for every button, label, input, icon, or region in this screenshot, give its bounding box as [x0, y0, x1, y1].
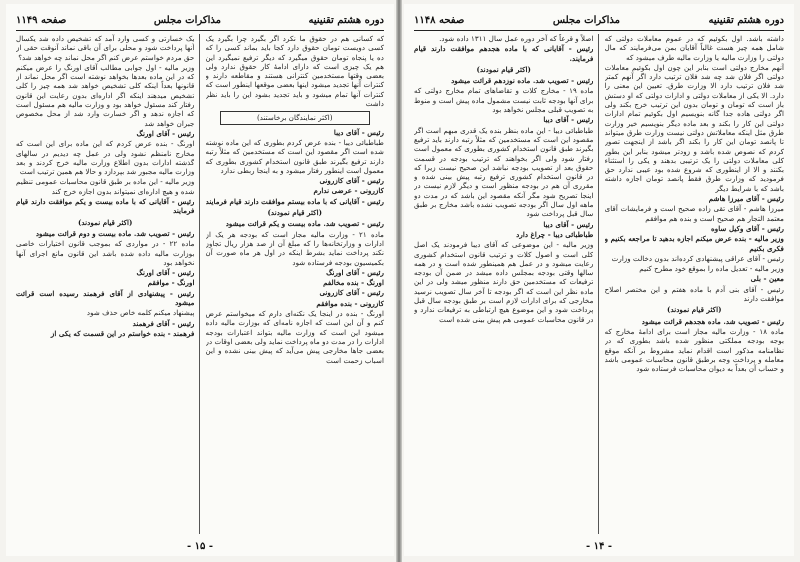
- paragraph: پیشنهاد میکنم کلمه خاص حذف شود: [86, 308, 195, 318]
- paragraph: میرزا هاشم - آقای تقی زاده صحیح است و فرمایشات آقای معتمد التجار هم صحیح است و بنده هم موافقم: [604, 204, 784, 223]
- book-gutter: [396, 0, 402, 562]
- left-header-session: دوره هشتم تقنینیه: [308, 14, 384, 26]
- left-page-left-column: [16, 34, 194, 534]
- paragraph: معین - بلی: [750, 274, 784, 284]
- paragraph: اورنگ - بنده عرض کردم که این ماده برای این است که مخارج نامنظم نشود ولی در عمل چه دیدیم در سالهای گذشته ادارات بدون اطلاع وزارت مالیه خرج کردند و بعد وزارت مالیه مجبور شد بپردازد و حالا هم همین ترتیب است: [16, 139, 195, 177]
- paragraph: رئیس - آقای اورنگ: [326, 267, 384, 277]
- right-header-title: مذاکرات مجلس: [552, 14, 621, 26]
- right-page-left-column: [414, 34, 593, 534]
- right-header-session: دوره هشتم تقنینیه: [708, 14, 784, 26]
- paragraph: رئیس - تصویب شد. ماده بیست و دوم قرائت میشود: [35, 228, 195, 238]
- right-header-page-label: صفحه ۱۱۴۸: [414, 14, 465, 26]
- paragraph: رئیس - آقایانی که با ماده بیستم موافقت دارند قیام فرمایند: [205, 196, 384, 206]
- paragraph: وزیر مالیه - تعدیل ماده را بموقع خود مطرح کنیم: [639, 264, 784, 274]
- paragraph: رئیس - آقای دیبا: [333, 127, 384, 137]
- paragraph: اورنگ - موافقم: [147, 278, 195, 288]
- left-header-page-label: صفحه ۱۱۴۹: [16, 14, 67, 26]
- paragraph: داشته باشد. اول بکوئیم که در عموم معاملات دولتی که شامل همه چیز هست غالباً آقایان بمن می‌فرمایند که مال دولتی را وزارت مالیه یا وزارت مالیه طرف میشود که: [604, 34, 784, 62]
- left-page-header: [16, 10, 384, 31]
- paragraph: رئیس - آقای کازرونی: [319, 288, 384, 298]
- right-page-folio: - ۱۴ -: [585, 541, 612, 552]
- paragraph: (اکثر قیام نمودند): [476, 64, 531, 74]
- paragraph: کازرونی - عرضی ندارم: [313, 186, 384, 196]
- paragraph: رئیس - آقای عراقی پیشنهادی کرده‌اند بدون دخالت وزارت: [611, 253, 784, 263]
- right-page-right-column: [605, 34, 784, 534]
- left-page: [6, 4, 394, 556]
- paragraph: رئیس - آقای اورنگ: [136, 128, 195, 138]
- paragraph: رئیس - تصویب شد. ماده هجدهم قرائت میشود: [641, 316, 784, 326]
- paragraph: اصلاً و قرعاً که آخر دوره عمل سال ۱۳۱۱ داده شود.: [439, 34, 594, 43]
- paragraph: وزیر مالیه - این ماده بر طبق قانون محاسبات عمومی تنظیم شده و هیچ اداره‌ای نمیتواند بدون اجازه خرج کند: [16, 177, 195, 196]
- paragraph: رئیس - آقای میرزا هاشم: [708, 194, 784, 204]
- paragraph: کازرونی - بنده موافقم: [316, 298, 384, 308]
- right-page: [404, 4, 794, 556]
- paragraph: وزیر مالیه - این موضوعی که آقای دیبا فرمودند یک اصل کلی است و اصول کلات و ترتیب قانون استخدام کشوری رعایت میشود و در عمل هم همینطور شده است و در همه سالها وقتی بودجه بمجلس داده میشد در ضمن آن بودجه ترفیعات که مستخدمین حق دارند منظور میشد ولی در این ماده نظر این است که اگر بودجه تا آخر سال تصویب نرسید مخارجی که برای ادارات لازم است بر طبق بودجه سال قبل پرداخت شود و این موضوع هیچ ارتباطی به ترفیعات ندارد و در قانون محاسبات عمومی هم پیش بینی شده است: [414, 240, 594, 324]
- paragraph: طباطبائی دیبا - چراغ دارد: [516, 229, 594, 239]
- paragraph: رئیس - آقای وکیل ساوه: [711, 223, 784, 233]
- paragraph: اورنگ - بنده مخالفم: [323, 278, 384, 288]
- left-header-title: مذاکرات مجلس: [153, 14, 222, 26]
- paragraph: (اکثر قیام نمودند): [267, 208, 322, 218]
- paragraph: رئیس - تصویب شد. ماده بیست و یکم قرائت میشود: [225, 219, 384, 229]
- left-page-folio: - ۱۵ -: [186, 541, 213, 552]
- paragraph: آنهم مخارج دولتی است بنابر این چون اول بکوئیم معاملات دولتی اگر فلان شد چه شد فلان ترتیب دارد اگر آنهم کمتر شد فلان ترتیب دارد الا وزارت طرق. تعیین این معنی را دارد. الا یکی از معاملات دولتی و ادارات دولتی که او دستش باز است که تومان و تومان بدون این ترتیب خرج بکند ولی اگر دولتی هاده جدا گانه بنویسیم اول بکوئیم تمام ادارات دولتی این کار را بکند و بعد ماده دیگر بنویسیم خیر وزارت طرق مثل اینکه معاملاتش دولتی نیست وزارت طرق میتواند تا پانصد تومان این کار را بکند اگر باشد از اینجهت تصور کردم که نصوص شده باشد و زودتر میشود بنابر این بطور کلی معاملات دولتی را یک ترتیبی بدهند و یکی را استثناء بکنند و الا از اینطوری که شروع شده بود عیبی ندارد حق فرمودید که وزارت طرق فقط پانصد تومان اجازه داشته باشد که با شرایط دیگر: [604, 62, 784, 193]
- paragraph: یک خسارتی و کسی وارد آمد که تشخیص داده شد یکسال آنها پرداخت شود و محلی برای آن باقی نماند آنوقت حقی از حق مردم خواستم عرض کنم اگر محل نماند چه خواهد شد؟: [16, 34, 195, 62]
- right-page-body: [414, 34, 784, 534]
- paragraph: (اکثر قیام نمودند): [78, 217, 133, 227]
- paragraph: رئیس - آقای فرهمند: [132, 318, 195, 328]
- paragraph: رئیس - آقای دیبا: [543, 115, 594, 125]
- paragraph: رئیس - آقایانی که با ماده بیست و یکم موافقت دارند قیام فرمایند: [16, 197, 195, 216]
- right-page-header: [414, 10, 784, 31]
- paragraph: وزیر مالیه - اول جوابی مطالب آقای اورنگ را عرض میکنم که در این ماده بعدها بخواهد نوشته است اگر محل نماند از قانونها بعداً اینکه کلی تشخیص خواهد شد همه چیز را کلی تشخیص میدهند اینکه اگر اداره‌ای بدون رعایت این قانون رفتار کند مسئول خواهد بود و وزارت مالیه هم مسئول است که اجازه ندهد و اگر خسارت وارد شد از محل مخصوص جبران خواهد شد: [16, 62, 195, 128]
- right-column-rule: [598, 34, 599, 534]
- left-page-right-column: [206, 34, 384, 534]
- paragraph: طباطبائی دیبا - بنده عرض کردم بطوری که این ماده نوشته شده است اگر مقصود این است که مستخدمین که مثلاً رتبه دارند ترفیع بگیرند طبق قانون استخدام کشوری بطوری که معمول است اینطور رفتار میشود و به اینجا ربطی ندارد: [205, 137, 384, 175]
- paragraph: اورنگ - بنده در اینجا یک نکته‌ای دارم که میخواستم عرض کنم و آن این است که اجازه نامه‌ای که بوزارت مالیه داده میشود این است که وزارت مالیه بتواند اعتبارات بودجه ادارات را در مدت دو ماه پرداخت نماید ولی بعضی اوقات در بعضی جاها مخارجی پیش می‌آید که پیش بینی نشده و این اسباب زحمت است: [205, 309, 384, 365]
- paragraph: که کسانی هم در حقوق ما نکرد اگر بگیرد چرا بگیرد یک کسی دویست تومان حقوق دارد کجا باید بماند کسی را که ده یا پنجاه تومان حقوق میگیرد که دیگر ترفیع نمیگیرد این هم یک چیزی است که دارای ادامهٔ کار حقوق ندارد ولی بعضی وقتها مستخدمین کنترانی هستند و مقاطعه دارند و کنترات آنها تجدید میشود اینها بعضی موقعها اینطور است که کنترات آنها تمام میشود و باید تجدید بشود این را باید نظر داشت: [205, 34, 384, 109]
- paragraph: طباطبائی دیبا - این ماده بنظر بنده یک قدری مبهم است اگر مقصود این است که مستخدمین که مثلاً رتبه دارند باید ترفیع بگیرند طبق قانون استخدام کشوری بطوری که معمول است رفتار شود ولی اگر بخواهند که ترتیب بودجه در قسمت حقوق بعد از تصویب بودجه نباشد این صحیح نیست زیرا که در قانون استخدام کشوری ترفیع رتبه پیش بینی شده و مقرری آن هم در بودجه منظور است و دیگر لازم نیست در اینجا تصریح شود مگر آنکه مقصود این باشد که در مدت دو ماهه اول سال اگر بودجه تصویب نشده باشد مخارج بر طبق سال قبل پرداخت شود: [414, 125, 594, 219]
- left-page-body: [16, 34, 384, 534]
- paragraph: رئیس - تصویب شد. ماده نوزدهم قرائت میشود: [451, 76, 594, 86]
- paragraph: رئیس - پیشنهادی از آقای فرهمند رسیده است قرائت میشود: [16, 288, 195, 308]
- paragraph: ماده ۲۲ - در مواردی که بموجب قانون اختیارات خاصی بوزارت مالیه داده شده باشد این قانون مانع اجرای آنها نخواهد بود: [16, 239, 195, 267]
- paragraph: رئیس - آقای کازرونی: [319, 176, 384, 186]
- paragraph: ماده ۱۹ - مخارج کلات و تقاضاهای تمام مخارج دولتی که برای آنها بودجه ثابت نیست مشمول ماده پیش است و منوط به تصویب قبلی مجلس نخواهد بود: [414, 86, 594, 115]
- paragraph: رئیس - آقای دیبا: [543, 219, 594, 229]
- paragraph: ماده ۱۸ - وزارت مالیه مجاز است برای ادامهٔ مخارج که بوجه بودجه مملکتی منظور شده باشد بطوری که در نظامنامه مذکور است اقدام نماید مشروط بر آنکه موقع معامله و پرداخت وجه برطبق قانون محاسبات عمومی باشد و حساب آن بعداً به دیوان محاسبات فرستاده شود: [604, 326, 784, 374]
- paragraph: ماده ۲۱ - وزارت مالیه مجاز است که بودجه هر یک از ادارات و وزارتخانه‌ها را که مبلغ آن از صد هزار ریال تجاوز نکند پرداخت نماید بشرط اینکه در اول هر ماه صورت آن بکمیسیون بودجه فرستاده شود: [205, 229, 384, 267]
- paragraph: (اکثر قیام نمودند): [667, 305, 722, 315]
- paragraph: رئیس - آقای بنی آدم با ماده هفتم و این مختصر اصلاح موافقت دارند: [604, 284, 784, 304]
- paragraph: وزیر مالیه - بنده عرض میکنم اجازه بدهید تا مراجعه بکنیم و فکری بکنیم: [604, 234, 784, 253]
- paragraph: فرهمند - بنده خواستم در این قسمت که یکی از: [50, 328, 195, 338]
- paragraph: رئیس - آقایانی که با ماده هجدهم موافقت دارند قیام فرمایند.: [414, 44, 594, 63]
- paragraph: (اکثر نمایندگان برخاستند): [220, 111, 370, 124]
- paragraph: رئیس - آقای اورنگ: [136, 268, 195, 278]
- left-column-rule: [199, 34, 200, 534]
